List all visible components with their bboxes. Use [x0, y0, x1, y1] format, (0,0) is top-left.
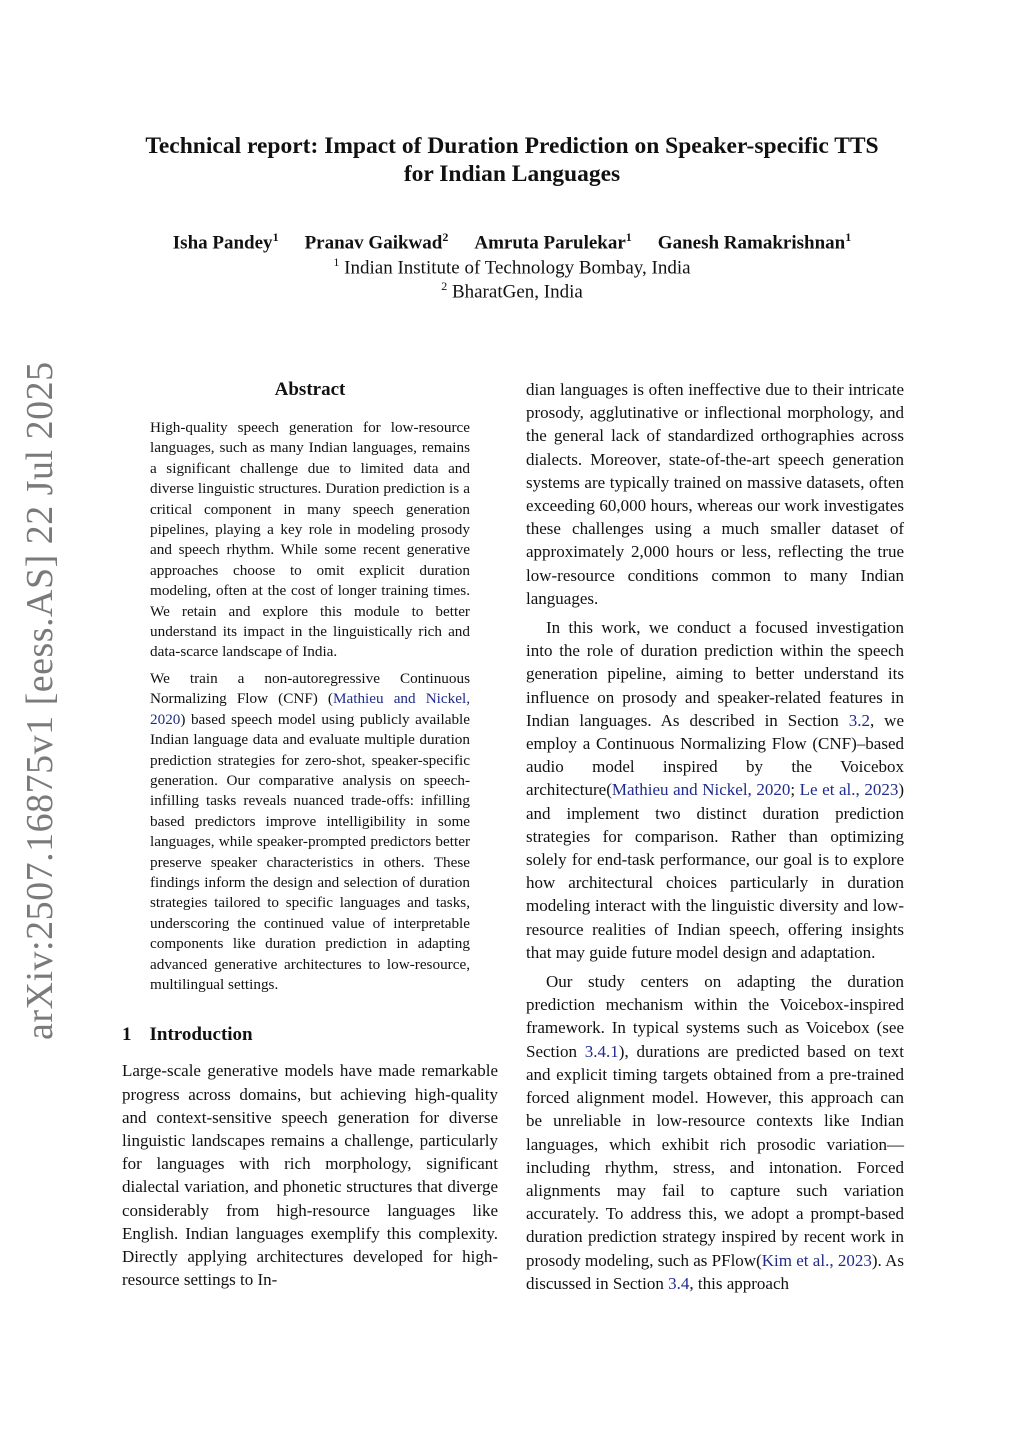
citation-link[interactable]: Mathieu and Nickel, 2020: [611, 780, 791, 800]
abstract-heading: Abstract: [274, 379, 346, 400]
author-list: [100, 230, 924, 254]
paper-title: [100, 132, 924, 188]
intro-paragraph-2: In this work, we conduct a focused investigation into the role of duration prediction within the speech generation pipeline, aiming to better understand its influence on prosody and speaker-related features in Indian languages. As described in Section 3.2, we employ a Continuous Normalizing Flow (CNF)–based audio model inspired by the Voicebox architecture(Mathieu and Nickel, 2020; Le et al., 2023) and implement two distinct duration prediction strategies for comparison. Rather than optimizing solely for end-task performance, our goal is to explore how architectural choices particularly in duration modeling interact with the linguistic diversity and low-resource realities of Indian speech, offering insights that may guide future model design and adaptation.: [526, 618, 904, 962]
intro-body-left: [122, 1059, 498, 1291]
abstract-paragraph-1: High-quality speech generation for low-resource languages, such as many Indian languages, remains a significant challenge due to limited data and diverse linguistic structures. Duration prediction is a critical component in many speech generation pipelines, playing a key role in modeling prosody and speech rhythm. While some recent generative approaches choose to omit explicit duration modeling, often at the cost of longer training times. We retain and explore this module to better understand its impact in the linguistically rich and data-scarce landscape of India.: [150, 419, 470, 661]
title-line-1: Technical report: Impact of Duration Prediction on Speaker-specific TTS: [145, 133, 879, 159]
citation-link[interactable]: Kim et al., 2023: [761, 1250, 872, 1270]
intro-paragraph-3: Our study centers on adapting the duration prediction mechanism within the Voicebox-inspired framework. In typical systems such as Voicebox (see Section 3.4.1), durations are predicted based on text and explicit timing targets obtained from a pre-trained forced alignment model. However, this approach can be unreliable in low-resource contexts like Indian languages, which exhibit rich prosodic variation—including rhythm, stress, and intonation. Forced alignments may fail to capture such variation accurately. To address this, we adopt a prompt-based duration prediction strategy inspired by recent work in prosody modeling, such as PFlow(Kim et al., 2023). As discussed in Section 3.4, this approach: [526, 972, 904, 1293]
right-column: [526, 378, 904, 1301]
abstract-paragraph-2: We train a non-autoregressive Continuous Normalizing Flow (CNF) (Mathieu and Nickel, 2020) based speech model using publicly available Indian language data and evaluate multiple duration prediction strategies for zero-shot, speaker-specific generation. Our comparative analysis on speech-infilling tasks reveals nuanced trade-offs: infilling based predictors improve intelligibility in some languages, while speaker-prompted predictors better preserve speaker characteristics in others. These findings inform the design and selection of duration strategies tailored to specific languages and tasks, underscoring the continued value of interpretable components like duration prediction in adapting advanced generative architectures to low-resource, multilingual settings.: [150, 669, 470, 993]
affiliation-1: $^1$ Indian Institute of Technology Bombay, India: [333, 255, 691, 279]
intro-paragraph-1-continued: dian languages is often ineffective due to their intricate prosody, agglutinative or inflectional morphology, and the general lack of standardized orthographies across dialects. Moreover, state-of-the-art speech generation systems are typically trained on massive datasets, often exceeding 60,000 hours, whereas our work investigates these challenges using a much smaller dataset of approximately 2,000 hours or less, reflecting the true low-resource conditions common to many Indian languages.: [526, 380, 904, 608]
author-4: Ganesh Ramakrishnan$^1$: [657, 230, 852, 254]
citation-link[interactable]: Le et al., 2023: [799, 780, 899, 800]
author-2: Pranav Gaikwad$^2$: [304, 230, 449, 254]
section-heading-introduction: 1 Introduction: [122, 1024, 253, 1046]
arxiv-identifier: arXiv:2507.16875v1 [eess.AS] 22 Jul 2025: [19, 361, 61, 1040]
section-ref-link[interactable]: 3.4: [668, 1273, 690, 1293]
intro-paragraph-1: Large-scale generative models have made remarkable progress across domains, but achieving high-quality and context-sensitive speech generation for diverse linguistic landscapes remains a challenge, particularly for languages with rich morphology, significant dialectal variation, and phonetic structures that diverge considerably from high-resource languages like English. Indian languages exemplify this complexity. Directly applying architectures developed for high-resource settings to In-: [122, 1061, 498, 1290]
author-3: Amruta Parulekar$^1$: [474, 230, 632, 254]
section-ref-link[interactable]: 3.4.1: [584, 1041, 619, 1061]
section-ref-link[interactable]: 3.2: [848, 710, 870, 730]
left-column: [122, 378, 498, 1297]
title-line-2: for Indian Languages: [403, 161, 621, 187]
abstract-body: [150, 418, 470, 995]
citation-link[interactable]: Mathieu and Nickel, 2020: [150, 690, 470, 728]
author-1: Isha Pandey$^1$: [172, 230, 279, 254]
affiliation-2: $^2$ BharatGen, India: [441, 279, 583, 303]
